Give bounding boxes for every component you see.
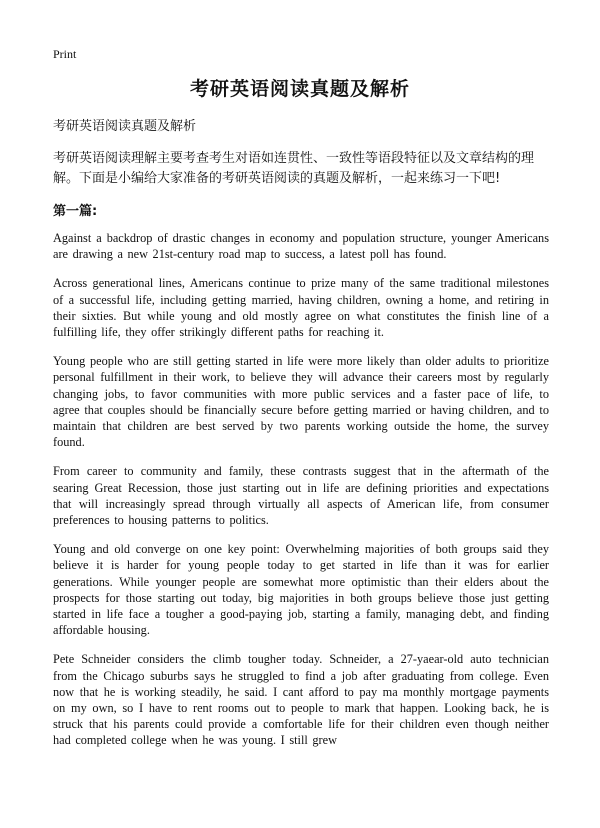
article-paragraph: Pete Schneider considers the climb tougher today. Schneider, a 27-yaear-old auto technician from the Chicago suburbs says he struggled to find a job after graduating from college. Even now that he is working steadily, he said. I cant afford to pay ma monthly mortgage payments on my own, so I have to rent rooms out to people to mark that happen. Looking back, he is struck that his parents could provide a comfortable life for their children even though neither had completed college when he was young. I still grew [53,652,549,748]
article-paragraph: From career to community and family, these contrasts suggest that in the aftermath of the searing Great Recession, those just starting out in life are defining priorities and expectations that will increasingly spread through virtually all aspects of American life, from consumer preferences to housing patterns to politics. [53,464,549,528]
article-body [53,230,549,762]
section-heading: 第一篇: [53,204,98,219]
intro-paragraph: 考研英语阅读理解主要考查考生对语如连贯性、一致性等语段特征以及文章结构的理解。下面是小编给大家准备的考研英语阅读的真题及解析，一起来练习一下吧! [53,151,535,186]
document-subtitle: 考研英语阅读真题及解析 [53,119,197,134]
article-paragraph: Across generational lines, Americans continue to prize many of the same traditional milestones of a successful life, including getting married, having children, owning a home, and retiring in their sixties. But while young and old mostly agree on what constitutes the finish line of a fulfilling life, they offer strikingly different paths for reaching it. [53,276,549,340]
document-title: 考研英语阅读真题及解析 [189,78,410,100]
article-paragraph: Young people who are still getting started in life were more likely than older adults to prioritize personal fulfillment in their work, to believe they will advance their careers most by regularly changing jobs, to favor communities with more public services and a faster pace of life, to agree that couples should be financially secure before getting married or having children, and to maintain that children are best served by two parents working outside the home, the survey found. [53,354,549,450]
print-link[interactable]: Print [53,47,77,61]
article-paragraph: Young and old converge on one key point: Overwhelming majorities of both groups said they believe it is harder for young people today to get started in life than it was for earlier generations. While younger people are somewhat more optimistic than their elders about the prospects for those starting out today, big majorities in both groups believe those just getting started in life face a tougher a good-paying job, starting a family, managing debt, and finding affordable housing. [53,542,549,638]
article-paragraph: Against a backdrop of drastic changes in economy and population structure, younger Americans are drawing a new 21st-century road map to success, a latest poll has found. [53,231,549,262]
